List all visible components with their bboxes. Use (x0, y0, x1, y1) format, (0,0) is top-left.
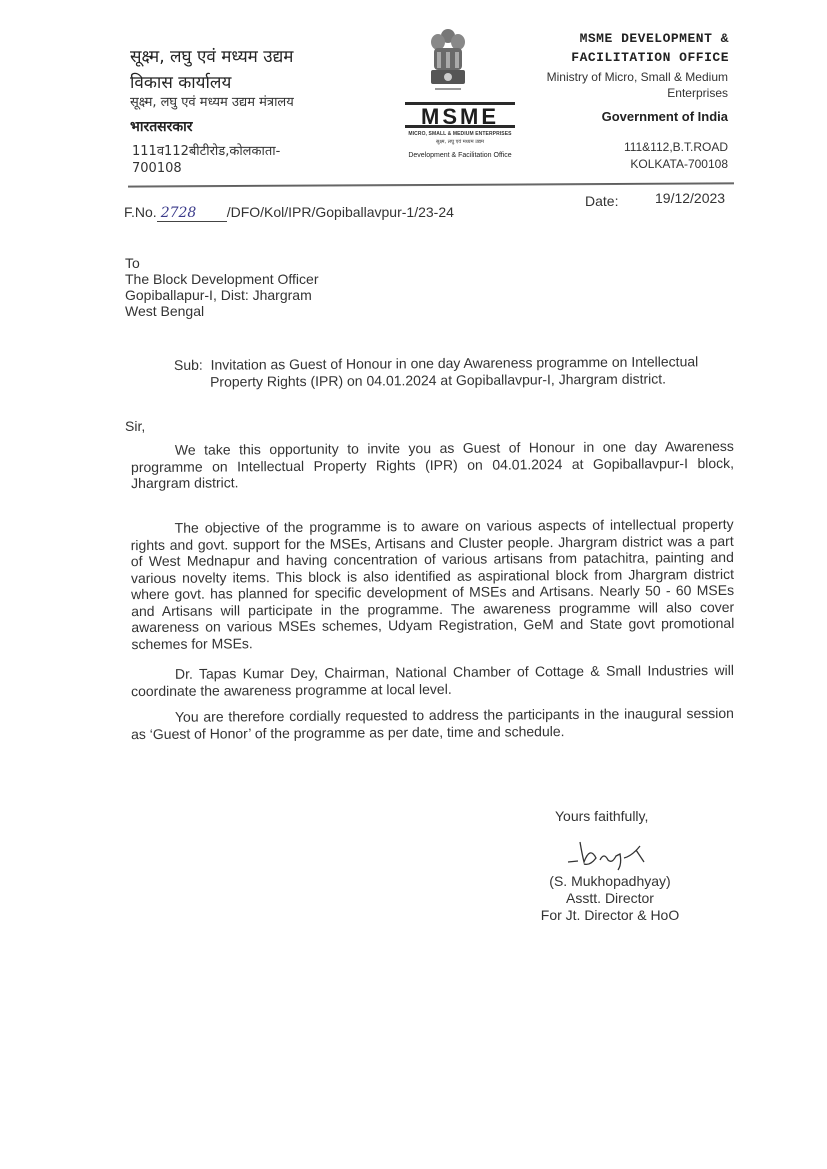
english-office-name-line1: MSME DEVELOPMENT & (579, 31, 729, 46)
recipient-to: To (125, 255, 140, 271)
signatory-on-behalf: For Jt. Director & HoO (540, 907, 680, 923)
signatory-block (530, 873, 690, 924)
signatory-name: (S. Mukhopadhyay) (549, 873, 671, 889)
english-office-name-line2: FACILITATION OFFICE (571, 50, 729, 65)
hindi-address-line1: 111व112बीटीरोड,कोलकाता- (132, 144, 281, 159)
subject-line1: Invitation as Guest of Honour in one day Awareness programme on Intellectual (210, 353, 699, 373)
file-number-prefix: F.No. (124, 204, 157, 220)
subject-label: Sub: (173, 356, 203, 373)
hindi-government-name: भारतसरकार (130, 119, 193, 135)
date-label: Date: (585, 193, 619, 209)
body-paragraph-request: You are therefore cordially requested to address the participants in the inaugural session as ‘Guest of Honor’ of the programme as per date, time and schedule. (131, 704, 734, 742)
file-number-handwritten: 2728 (157, 205, 227, 222)
subject-line2: Property Rights (IPR) on 04.01.2024 at Gopiballavpur-I, Jhargram district. (210, 370, 667, 390)
file-number-suffix: /DFO/Kol/IPR/Gopiballavpur-1/23-24 (226, 204, 454, 220)
msme-wordmark: MSME (421, 104, 499, 129)
letterhead-divider (128, 182, 734, 187)
hindi-office-name-line2: विकास कार्यालय (130, 73, 232, 93)
hindi-office-name-line1: सूक्ष्म, लघु एवं मध्यम उद्यम (130, 47, 294, 67)
valediction: Yours faithfully, (555, 808, 649, 824)
recipient-line1: The Block Development Officer (125, 271, 319, 287)
body-paragraph-invitation: We take this opportunity to invite you as Guest of Honour in one day Awareness programme on Intellectual Property Rights (IPR) on 04.01.2024 at Gopiballavpur-I block, Jhargram district. (130, 437, 735, 492)
english-government-name: Government of India (601, 109, 728, 124)
logo-tagline-hindi: सूक्ष्म, लघु एवं मध्यम उद्यम (435, 139, 485, 145)
recipient-line3: West Bengal (125, 303, 205, 319)
file-number (124, 204, 454, 222)
hindi-ministry-name: सूक्ष्म, लघु एवं मध्यम उद्यम मंत्रालय (130, 95, 294, 110)
salutation: Sir, (125, 418, 146, 434)
english-address-line2: KOLKATA-700108 (630, 157, 728, 171)
hindi-address-line2: 700108 (132, 161, 182, 176)
state-emblem-icon (425, 26, 471, 98)
body-paragraph-coordinator: Dr. Tapas Kumar Dey, Chairman, National Chamber of Cottage & Small Industries will coordinate the awareness programme at local level. (131, 661, 734, 699)
logo-tagline-english: MICRO, SMALL & MEDIUM ENTERPRISES (408, 131, 512, 137)
english-address-line1: 111&112,B.T.ROAD (623, 140, 728, 154)
recipient-line2: Gopiballapur-I, Dist: Jhargram (125, 287, 312, 303)
subject-block (174, 353, 734, 391)
date-value: 19/12/2023 (655, 190, 726, 206)
english-ministry-line1: Ministry of Micro, Small & Medium (546, 70, 728, 84)
signatory-designation: Asstt. Director (566, 890, 654, 906)
msme-logo-icon (405, 100, 515, 130)
hindi-address (132, 143, 302, 177)
handwritten-signature-icon (560, 836, 660, 876)
recipient-block (125, 255, 319, 319)
logo-office-name: Development & Facilitation Office (408, 152, 512, 159)
body-paragraph-objective: The objective of the programme is to aware on various aspects of intellectual property rights and govt. support for the MSEs, Artisans and Cluster people. Jhargram district was a part of West Mednapur and having concentration of various artisans from patachitra, painting and various novelty items. This block is also identified as aspirational block from Jhargram district where govt. has planned for specific development of MSEs and Artisans. Nearly 50 - 60 MSEs and Artisans will participate in the programme. The awareness programme will also cover awareness on various MSEs schemes, Udyam Registration, GeM and State govt promotional schemes for MSEs. (130, 515, 735, 652)
english-ministry-line2: Enterprises (667, 86, 728, 100)
